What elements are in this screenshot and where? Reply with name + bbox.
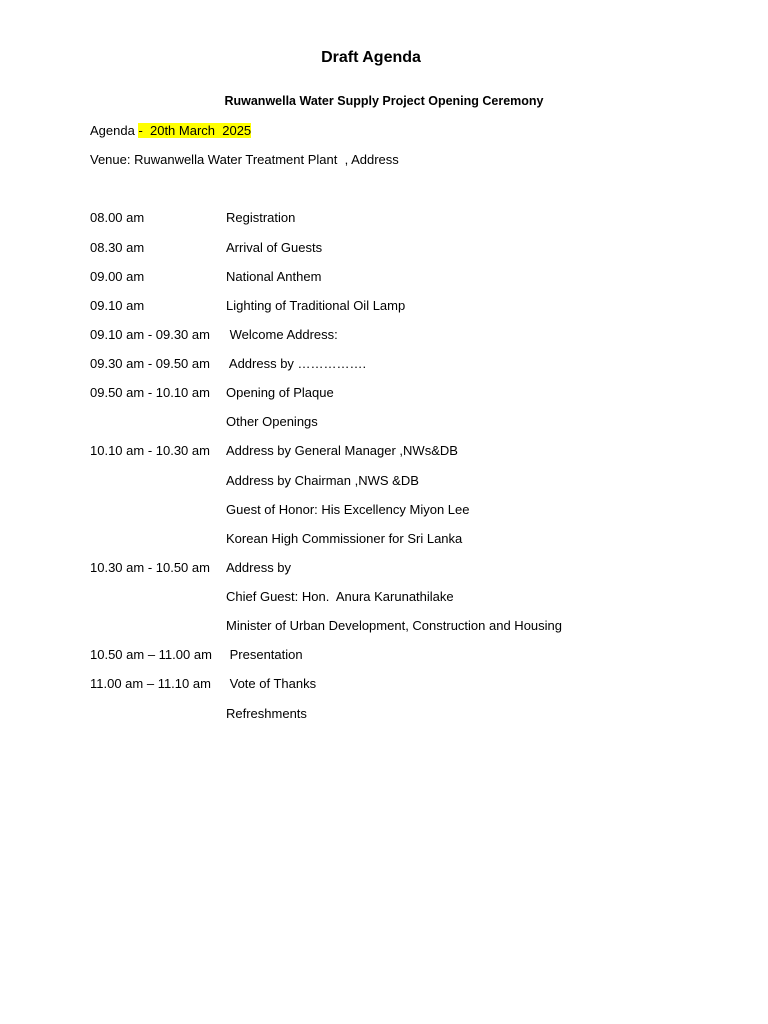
schedule-time: 08.30 am — [90, 240, 145, 255]
schedule-item: Korean High Commissioner for Sri Lanka — [226, 531, 463, 546]
schedule-time: 09.50 am - 10.10 am — [90, 385, 210, 400]
schedule-row — [0, 239, 768, 256]
schedule-time: 11.00 am – 11.10 am — [90, 676, 211, 691]
schedule-item: Welcome Address: — [226, 327, 338, 342]
schedule-item: Other Openings — [226, 414, 318, 429]
schedule-row — [0, 705, 768, 722]
venue-line: Venue: Ruwanwella Water Treatment Plant , Address — [90, 152, 399, 167]
schedule-time: 09.00 am — [90, 269, 145, 284]
schedule-row — [0, 472, 768, 489]
schedule-row — [0, 675, 768, 692]
schedule-item: Minister of Urban Development, Construction and Housing — [226, 618, 563, 633]
schedule-row — [0, 209, 768, 226]
schedule-row — [0, 384, 768, 401]
schedule-item: Guest of Honor: His Excellency Miyon Lee — [226, 502, 470, 517]
schedule-item: Presentation — [226, 647, 303, 662]
schedule-item: Address by ……………. — [226, 356, 367, 371]
schedule-row — [0, 559, 768, 576]
schedule-item: Address by General Manager ,NWs&DB — [226, 443, 458, 458]
schedule-item: National Anthem — [226, 269, 322, 284]
schedule-row — [0, 530, 768, 547]
document-title: Draft Agenda — [321, 49, 421, 66]
agenda-date-highlight: - 20th March 2025 — [138, 123, 252, 138]
schedule-time: 08.00 am — [90, 210, 145, 225]
schedule-time: 10.30 am - 10.50 am — [90, 560, 210, 575]
schedule-row — [0, 588, 768, 605]
schedule-row — [0, 355, 768, 372]
schedule-row — [0, 617, 768, 634]
schedule-time: 10.50 am – 11.00 am — [90, 647, 212, 662]
schedule-item: Arrival of Guests — [226, 240, 323, 255]
schedule-item: Opening of Plaque — [226, 385, 334, 400]
schedule-item: Refreshments — [226, 706, 307, 721]
schedule-row — [0, 501, 768, 518]
schedule-row — [0, 326, 768, 343]
schedule-row — [0, 442, 768, 459]
agenda-label: Agenda — [90, 123, 139, 138]
schedule-item: Lighting of Traditional Oil Lamp — [226, 298, 406, 313]
schedule-row — [0, 413, 768, 430]
schedule-item: Chief Guest: Hon. Anura Karunathilake — [226, 589, 454, 604]
schedule-row — [0, 268, 768, 285]
schedule-row — [0, 297, 768, 314]
schedule-item: Registration — [226, 210, 296, 225]
schedule-time: 10.10 am - 10.30 am — [90, 443, 210, 458]
schedule-time: 09.10 am — [90, 298, 145, 313]
schedule-time: 09.30 am - 09.50 am — [90, 356, 210, 371]
schedule-item: Address by Chairman ,NWS &DB — [226, 473, 419, 488]
schedule-row — [0, 646, 768, 663]
schedule-time: 09.10 am - 09.30 am — [90, 327, 210, 342]
document-subtitle: Ruwanwella Water Supply Project Opening Ceremony — [224, 94, 544, 108]
schedule-item: Vote of Thanks — [226, 676, 317, 691]
agenda-line — [90, 122, 251, 139]
schedule-item: Address by — [226, 560, 292, 575]
